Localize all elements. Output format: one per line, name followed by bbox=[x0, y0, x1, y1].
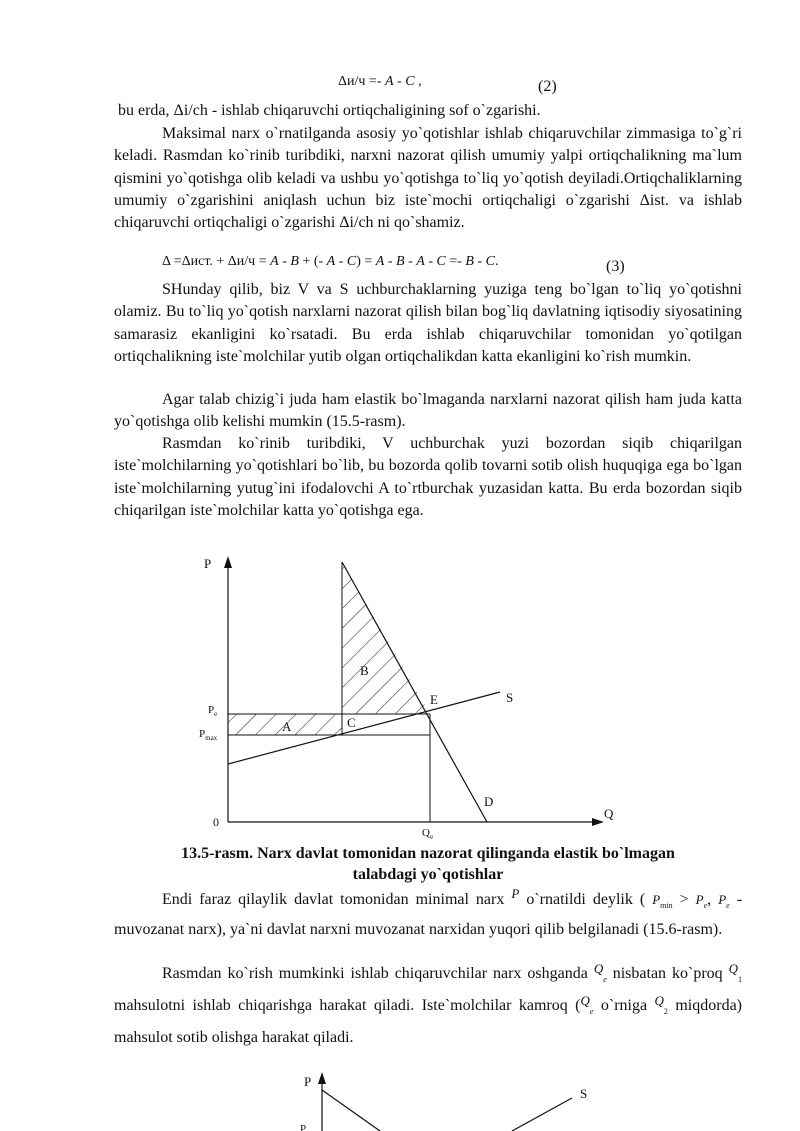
label-qe: $Q_e$ bbox=[422, 827, 434, 840]
figure-caption-line-2: talabdagi yo`qotishlar bbox=[352, 866, 504, 883]
paragraph-5: Rasmdan ko`rinib turibdiki, V uchburchak yuzi bozordan siqib chiqarilgan iste`molchilarning yo`qotishlari bo`lib, bu bozorda qolib tovarni sotib olish huquqiga ega bo`lgan iste`molchilarning yutug`ini ifodalovchi A to`rtburchak yuzasidan katta. Bu erda bozordan siqib chiqarilgan iste`molchilar katta yo`qotishga ega. bbox=[114, 435, 742, 519]
paragraph-3: SHunday qilib, biz V va S uchburchaklarning yuziga teng bo`lgan to`liq yo`qotishni olamiz. Bu to`liq yo`qotish narxlarni nazorat qilish bilan bog`liq davlatning iqtisodiy siyosatining samarasiz ekanligini ko`rsatadi. Bu erda ishlab chiqaruvchilar tomonidan yo`qotilgan ortiqchalikning iste`molchilar yutib olgan ortiqchalikdan katta ekanligini ko`rish mumkin. bbox=[114, 281, 742, 365]
paragraph-2: Maksimal narx o`rnatilganda asosiy yo`qotishlar ishlab chiqaruvchilar zimmasiga to`g`ri keladi. Rasmdan ko`rinib turibdiki, narxni nazorat qilish umumiy yalpi ortiqchalikning ma`lum qismini yo`qotishga olib keladi va ushbu yo`qotishga to`liq yo`qotish deyiladi.Ortiqchaliklarning umumiy o`zgarishini aniqlash uchun biz iste`mochi ortiqchaligi o`zgarishi Δist. va ishlab chiqaruvchi ortiqchaligi o`zgarishi Δi/ch ni qo`shamiz. bbox=[114, 125, 742, 232]
paragraph-6: Endi faraz qilaylik davlat tomonidan minimal narx $^P$ o`rnatildi deylik ( $P_{min} > P_e$, $P_e$ - muvozanat narx), ya`ni davlat narxni muvozanat narxidan yuqori qilib belgilanadi (15.6-rasm). bbox=[114, 886, 743, 939]
fig2-axis-label-p: P bbox=[304, 1074, 312, 1089]
equation-number-2: (2) bbox=[538, 78, 557, 95]
label-s: S bbox=[506, 690, 514, 705]
figure-13-6-partial bbox=[0, 1061, 800, 1131]
formula-3: Δ =Δист. + Δи/ч = A - B + (- A - C) = A - B - A - C =- B - C. bbox=[162, 254, 499, 269]
equation-number-3: (3) bbox=[606, 258, 625, 275]
y-axis-arrow bbox=[224, 556, 232, 568]
paragraph-4: Agar talab chizig`i juda ham elastik bo`lmaganda narxlarni nazorat qilish ham juda katta yo`qotishga olib kelishi mumkin (15.5-rasm). bbox=[114, 391, 742, 431]
paragraph-7: Rasmdan ko`rish mumkinki ishlab chiqaruvchilar narx oshganda $^Q_e$ nisbatan ko`proq $^Q_1$ mahsulotni ishlab chiqarishga harakat qiladi. Iste`molchilar kamroq ($^Q_e$ o`rniga $^Q_2$ miqdorda) mahsulot sotib olishga harakat qiladi. bbox=[114, 961, 742, 1047]
label-b: B bbox=[360, 663, 369, 678]
label-pe: $P_e$ bbox=[208, 704, 218, 718]
x-axis-arrow bbox=[592, 818, 604, 826]
fig2-supply-line bbox=[512, 1098, 572, 1131]
axis-label-p: P bbox=[204, 556, 212, 571]
label-c: C bbox=[347, 715, 356, 730]
label-pmax: $P_{max}$ bbox=[199, 728, 218, 742]
paragraph-1: bu erda, Δi/ch - ishlab chiqaruvchi ortiqchaligining sof o`zgarishi. bbox=[118, 102, 541, 119]
label-a: A bbox=[282, 719, 292, 734]
fig2-y-axis-arrow bbox=[318, 1072, 326, 1084]
fig2-label-p-min: P bbox=[300, 1123, 307, 1131]
figure-13-5 bbox=[0, 540, 800, 840]
fig2-label-s: S bbox=[580, 1086, 588, 1101]
label-e: E bbox=[430, 692, 438, 707]
axis-label-q: Q bbox=[604, 806, 614, 821]
figure-caption-line-1: 13.5-rasm. Narx davlat tomonidan nazorat qilinganda elastik bo`lmagan bbox=[181, 845, 675, 862]
origin-label: 0 bbox=[213, 815, 219, 829]
label-d: D bbox=[484, 794, 494, 809]
formula-2: Δи/ч =- A - C , bbox=[338, 74, 422, 89]
fig2-demand-line bbox=[322, 1090, 380, 1131]
